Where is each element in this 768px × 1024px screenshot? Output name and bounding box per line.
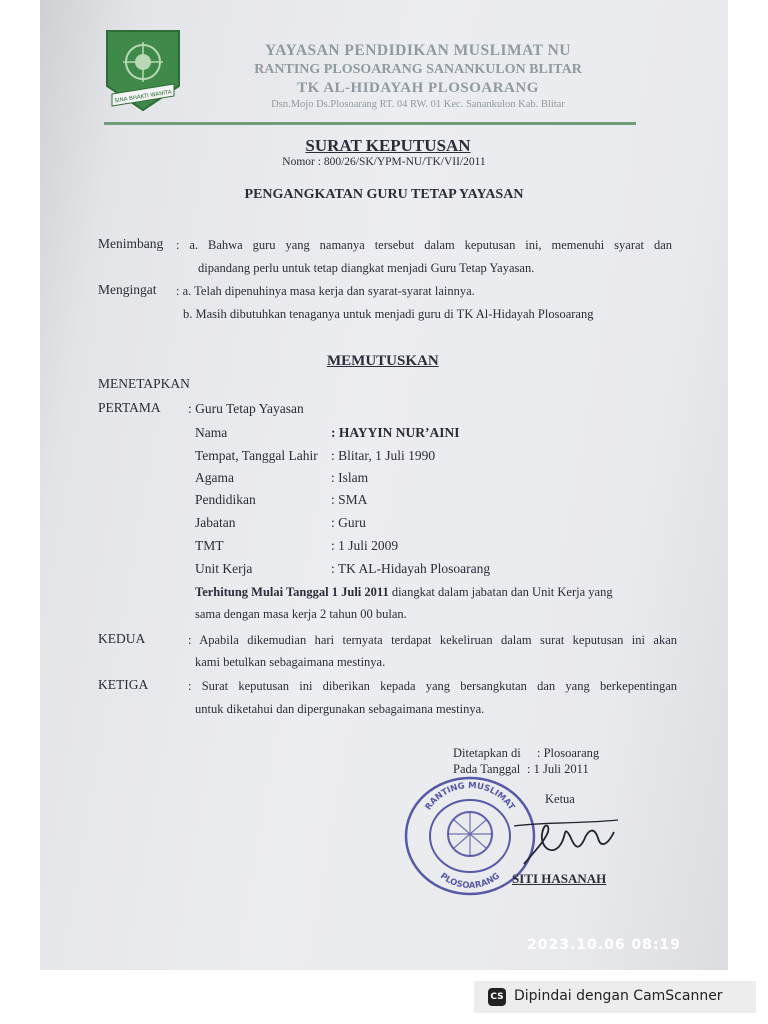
ketiga-line1: : Surat keputusan ini diberikan kepada yang bersangkutan dan yang berkepentingan [188,679,677,693]
document-subject: PENGANGKATAN GURU TETAP YAYASAN [244,187,524,202]
mengingat-a: : a. Telah dipenuhinya masa kerja dan syarat-syarat lainnya. [176,284,475,298]
header-divider [104,122,636,125]
menetapkan-label: MENETAPKAN [98,376,190,391]
document-number: Nomor : 800/26/SK/YPM-NU/TK/VII/2011 [282,156,486,168]
ketiga-line2: untuk diketahui dan dipergunakan sebagaimana mestinya. [195,702,485,716]
header-school-name: TK AL-HIDAYAH PLOSOARANG [297,80,539,96]
menimbang-a-line2: dipandang perlu untuk tetap diangkat menjadi Guru Tetap Yayasan. [198,261,535,275]
header-branch: RANTING PLOSOARANG SANANKULON BLITAR [254,62,582,77]
field-label: Agama [195,470,234,485]
ypm-nu-logo [104,28,182,114]
field-label: Tempat, Tanggal Lahir [195,448,318,463]
ditetapkan-value: : Plosoarang [537,746,600,760]
field-label: Pendidikan [195,492,256,507]
terhitung-date: Terhitung Mulai Tanggal 1 Juli 2011 [195,585,389,599]
field-value: : SMA [331,492,368,507]
field-label: Nama [195,425,228,440]
field-value-name: : HAYYIN NUR’AINI [331,425,460,440]
field-value: : TK AL-Hidayah Plosoarang [331,561,491,576]
svg-text:RANTING MUSLIMAT: RANTING MUSLIMAT [423,780,517,813]
terhitung-line1 [195,585,613,600]
terhitung-line2: sama dengan masa kerja 2 tahun 00 bulan. [195,607,407,621]
document-title: SURAT KEPUTUSAN [305,136,471,155]
photo-timestamp: 2023.10.06 08:19 [527,937,682,953]
ditetapkan-label: Ditetapkan di [453,746,521,760]
menimbang-a-line1: : a. Bahwa guru yang namanya tersebut dalam keputusan ini, memenuhi syarat dan [176,238,672,252]
tanggal-label: Pada Tanggal [453,762,521,776]
camscanner-icon: CS [488,988,506,1006]
camscanner-label: Dipindai dengan CamScanner [514,988,723,1004]
pertama-label: PERTAMA [98,400,161,415]
kedua-label: KEDUA [98,631,146,646]
handwritten-signature [514,812,624,874]
decision-heading: MEMUTUSKAN [327,353,439,369]
field-label: TMT [195,538,224,553]
ketiga-label: KETIGA [98,677,149,692]
field-label: Unit Kerja [195,561,253,576]
field-value: : 1 Juli 2009 [331,538,399,553]
tanggal-value: : 1 Juli 2011 [527,762,589,776]
kedua-line1: : Apabila dikemudian hari ternyata terdapat kekeliruan dalam surat keputusan ini akan [188,633,677,647]
svg-text:SINA BHAKTI WANITA: SINA BHAKTI WANITA [114,89,173,105]
role-label: Ketua [545,792,575,806]
signatory-name: SITI HASANAH [512,871,607,886]
header-foundation-name: YAYASAN PENDIDIKAN MUSLIMAT NU [265,42,571,59]
mengingat-b: b. Masih dibutuhkan tenaganya untuk menjadi guru di TK Al-Hidayah Plosoarang [183,307,594,321]
camscanner-badge [474,981,756,1013]
field-label: Jabatan [195,515,236,530]
field-value: : Blitar, 1 Juli 1990 [331,448,436,463]
pertama-text: : Guru Tetap Yayasan [188,401,304,416]
mengingat-label: Mengingat [98,282,157,297]
menimbang-label: Menimbang [98,236,164,251]
terhitung-rest: diangkat dalam jabatan dan Unit Kerja yang [388,585,613,599]
header-address: Dsn.Mojo Ds.Plosoarang RT. 04 RW. 01 Kec. Sanankulon Kab. Blitar [271,99,565,110]
kedua-line2: kami betulkan sebagaimana mestinya. [195,655,386,669]
field-value: : Guru [331,515,366,530]
field-value: : Islam [331,470,369,485]
svg-text:PLOSOARANG: PLOSOARANG [438,871,502,892]
